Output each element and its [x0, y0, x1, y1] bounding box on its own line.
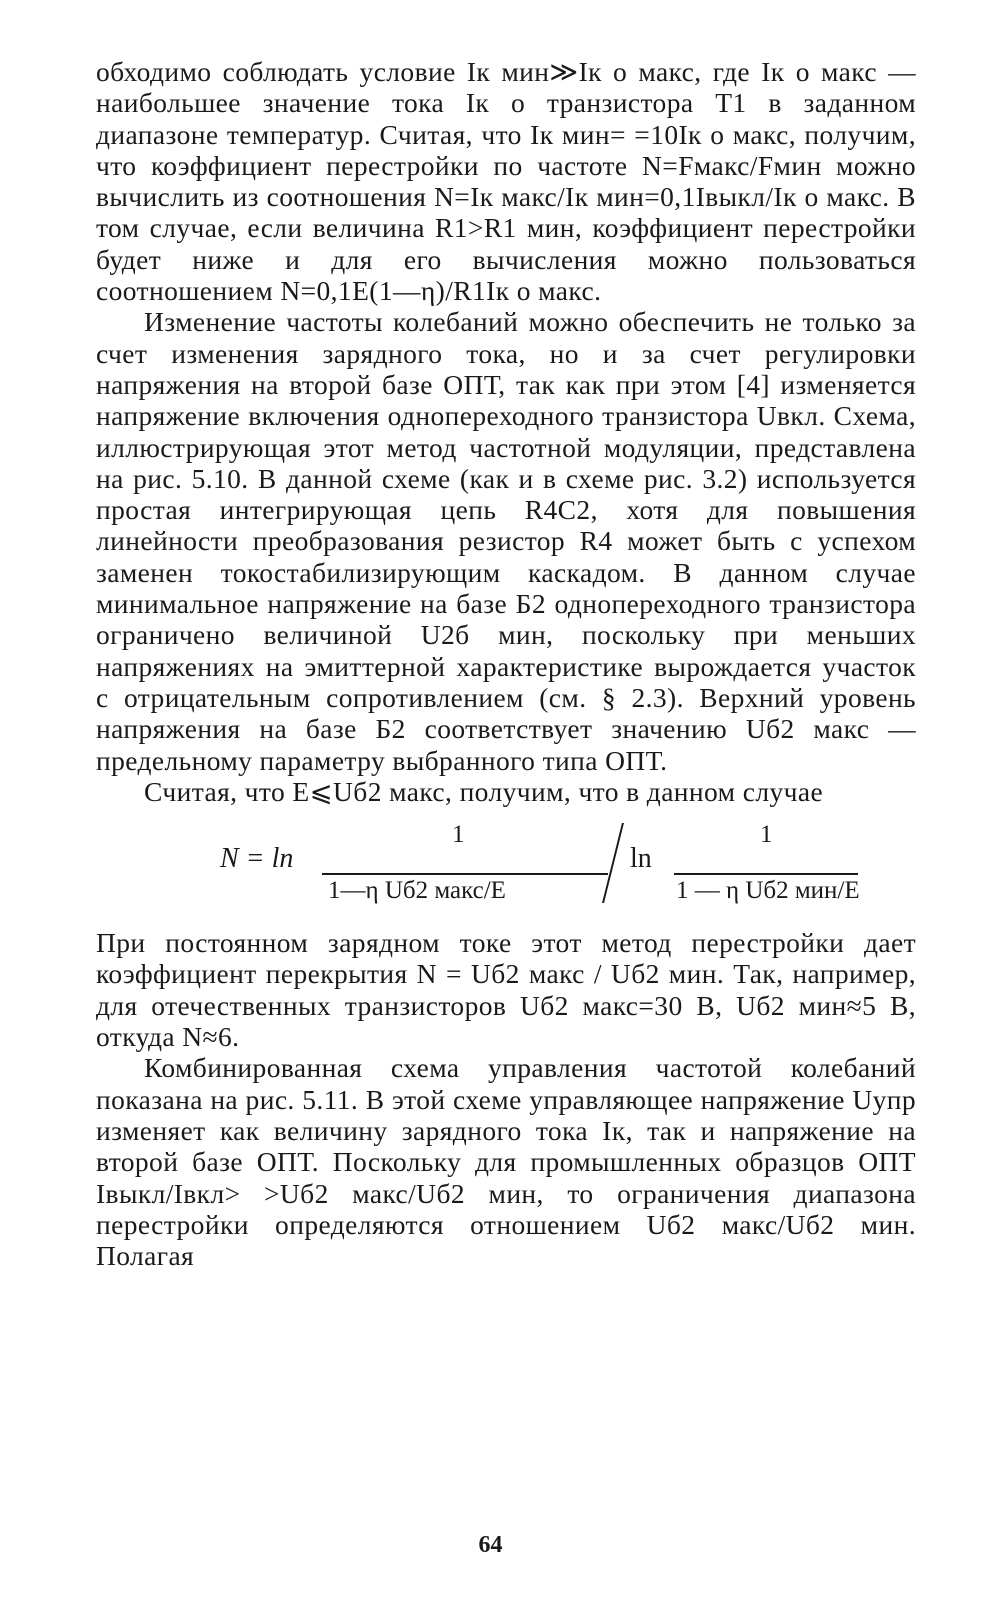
- formula-ln-2: ln: [630, 843, 652, 875]
- formula-lhs: N = ln: [220, 843, 294, 875]
- division-slash: [602, 823, 624, 903]
- paragraph-5: Комбинированная схема управления частотой колебаний показана на рис. 5.11. В этой схеме управляющее напряжение Uупр изменяет как величину зарядного тока Iк, так и напряжение на второй базе ОПТ. Поскольку для промышленных образцов ОПТ Iвыкл/Iвкл> >Uб2 макс/Uб2 мин, то ограничения диапазона перестройки определяются отношением Uб2 макс/Uб2 мин. Полагая: [96, 1052, 916, 1272]
- paragraph-1: обходимо соблюдать условие Iк мин≫Iк о макс, где Iк о макс — наибольшее значение тока Iк о транзистора T1 в заданном диапазоне температур. Считая, что Iк мин= =10Iк о макс, получим, что коэффициент перестройки по частоте N=Fмакс/Fмин можно вычислить из соотношения N=Iк макс/Iк мин=0,1Iвыкл/Iк о макс. В том случае, если величина R1>R1 мин, коэффициент перестройки будет ниже и для его вычисления можно пользоваться соотношением N=0,1E(1—η)/R1Iк о макс.: [96, 56, 916, 307]
- formula-numerator-1: 1: [452, 821, 465, 849]
- paragraph-4: При постоянном зарядном токе этот метод перестройки дает коэффициент перекрытия N = Uб2 макс / Uб2 мин. Так, например, для отечественных транзисторов Uб2 макс=30 В, Uб2 мин≈5 В, откуда N≈6.: [96, 927, 916, 1053]
- formula-numerator-2: 1: [760, 821, 773, 849]
- fraction-line-1: [322, 873, 608, 875]
- formula-block: [96, 821, 916, 917]
- page-number: 64: [478, 1532, 503, 1558]
- paragraph-2: Изменение частоты колебаний можно обеспечить не только за счет изменения зарядного тока, но и за счет регулировки напряжения на второй базе ОПТ, так как при этом [4] изменяется напряжение включения однопереходного транзистора Uвкл. Схема, иллюстрирующая этот метод частотной модуляции, представлена на рис. 5.10. В данной схеме (как и в схеме рис. 3.2) используется простая интегрирующая цепь R4C2, хотя для повышения линейности преобразования резистор R4 может быть с успехом заменен токостабилизирующим каскадом. В данном случае минимальное напряжение на базе Б2 однопереходного транзистора ограничено величиной U2б мин, поскольку при меньших напряжениях на эмиттерной характеристике вырождается участок с отрицательным сопротивлением (см. § 2.3). Верхний уровень напряжения на базе Б2 соответствует значению Uб2 макс — предельному параметру выбранного типа ОПТ.: [96, 306, 916, 776]
- fraction-line-2: [674, 873, 858, 875]
- formula-denominator-1: 1—η Uб2 макс/E: [328, 877, 506, 905]
- paragraph-3: Считая, что E⩽Uб2 макс, получим, что в данном случае: [144, 775, 824, 807]
- formula-denominator-2: 1 — η Uб2 мин/E: [676, 877, 860, 905]
- page-body: [96, 56, 916, 1271]
